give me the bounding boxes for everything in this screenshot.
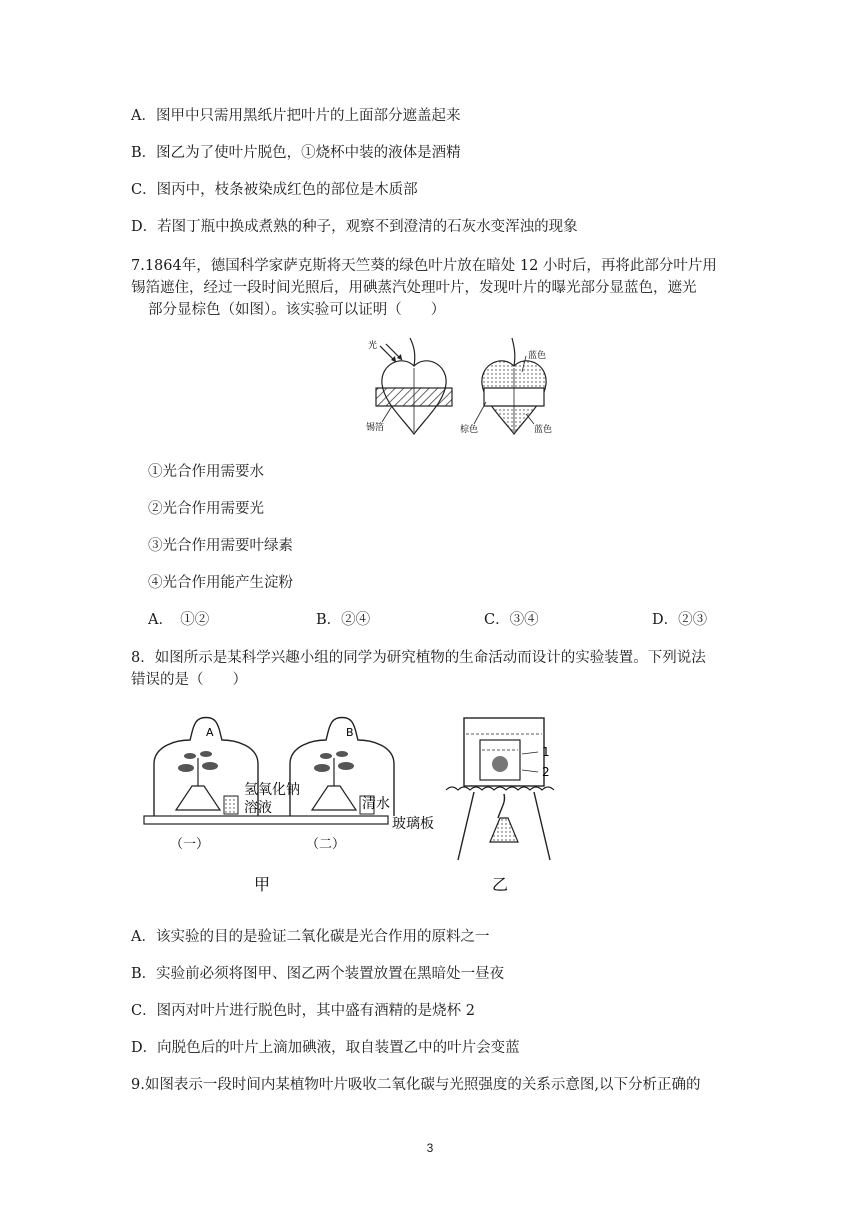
q6-option-d: D．若图丁瓶中换成煮熟的种子，观察不到澄清的石灰水变浑浊的现象	[131, 219, 578, 235]
figure-yi-label: 乙	[492, 875, 509, 894]
water-label: 清水	[362, 796, 390, 812]
q6-option-b: B．图乙为了使叶片脱色，①烧杯中装的液体是酒精	[131, 145, 461, 161]
naoh-label-1: 氢氧化钠	[244, 782, 300, 798]
glass-plate-label: 玻璃板	[392, 816, 434, 832]
naoh-label-2: 溶液	[244, 800, 272, 816]
q6-option-c: C．图丙中，枝条被染成红色的部位是木质部	[131, 182, 418, 198]
q8-option-c: C．图丙对叶片进行脱色时，其中盛有酒精的是烧杯 2	[131, 1003, 475, 1019]
brown-label: 棕色	[460, 425, 479, 435]
jar-b-label: B	[346, 726, 354, 739]
q7-stem-line-3: 部分显棕色（如图）。该实验可以证明（ ）	[148, 302, 446, 318]
q8-option-a: A．该实验的目的是验证二氧化碳是光合作用的原料之一	[131, 929, 490, 945]
q7-statement-1: ①光合作用需要水	[148, 464, 264, 480]
q7-leaf-figure	[362, 336, 562, 440]
q8-stem-line-2: 错误的是（ ）	[131, 672, 247, 688]
foil-label: 锡箔	[366, 423, 385, 433]
q7-statement-2: ②光合作用需要光	[148, 501, 264, 517]
beaker-2-label: 2	[542, 765, 550, 779]
jar-a-label: A	[206, 726, 214, 739]
q9-stem: 9.如图表示一段时间内某植物叶片吸收二氧化碳与光照强度的关系示意图,以下分析正确的	[131, 1077, 701, 1093]
q8-apparatus-figure	[140, 710, 580, 898]
figure-jia-label: 甲	[254, 875, 271, 894]
q7-choice-c: C．③④	[484, 612, 539, 628]
setup-one-label: （一）	[170, 837, 210, 852]
beaker-1-label: 1	[542, 745, 550, 759]
q8-stem-line-1: 8．如图所示是某科学兴趣小组的同学为研究植物的生命活动而设计的实验装置。下列说法	[131, 650, 706, 666]
q7-stem-line-1: 7.1864年，德国科学家萨克斯将天竺葵的绿色叶片放在暗处 12 小时后，再将此部分叶片用	[131, 258, 717, 274]
blue-top-label: 蓝色	[528, 351, 547, 361]
q7-choice-b: B．②④	[316, 612, 371, 628]
light-label: 光	[368, 341, 378, 351]
q7-statement-3: ③光合作用需要叶绿素	[148, 538, 293, 554]
setup-two-label: （二）	[306, 837, 346, 852]
q8-option-d: D．向脱色后的叶片上滴加碘液，取自装置乙中的叶片会变蓝	[131, 1040, 520, 1056]
q7-statement-4: ④光合作用能产生淀粉	[148, 575, 293, 591]
blue-bottom-label: 蓝色	[534, 425, 553, 435]
page-number: 3	[426, 1141, 434, 1155]
q6-option-a: A．图甲中只需用黑纸片把叶片的上面部分遮盖起来	[131, 108, 461, 124]
q7-choice-d: D．②③	[652, 612, 708, 628]
q8-option-b: B．实验前必须将图甲、图乙两个装置放置在黑暗处一昼夜	[131, 966, 505, 982]
q7-choice-a: A． ①②	[148, 612, 210, 628]
q7-stem-line-2: 锡箔遮住，经过一段时间光照后，用碘蒸汽处理叶片，发现叶片的曝光部分显蓝色，遮光	[131, 280, 697, 296]
